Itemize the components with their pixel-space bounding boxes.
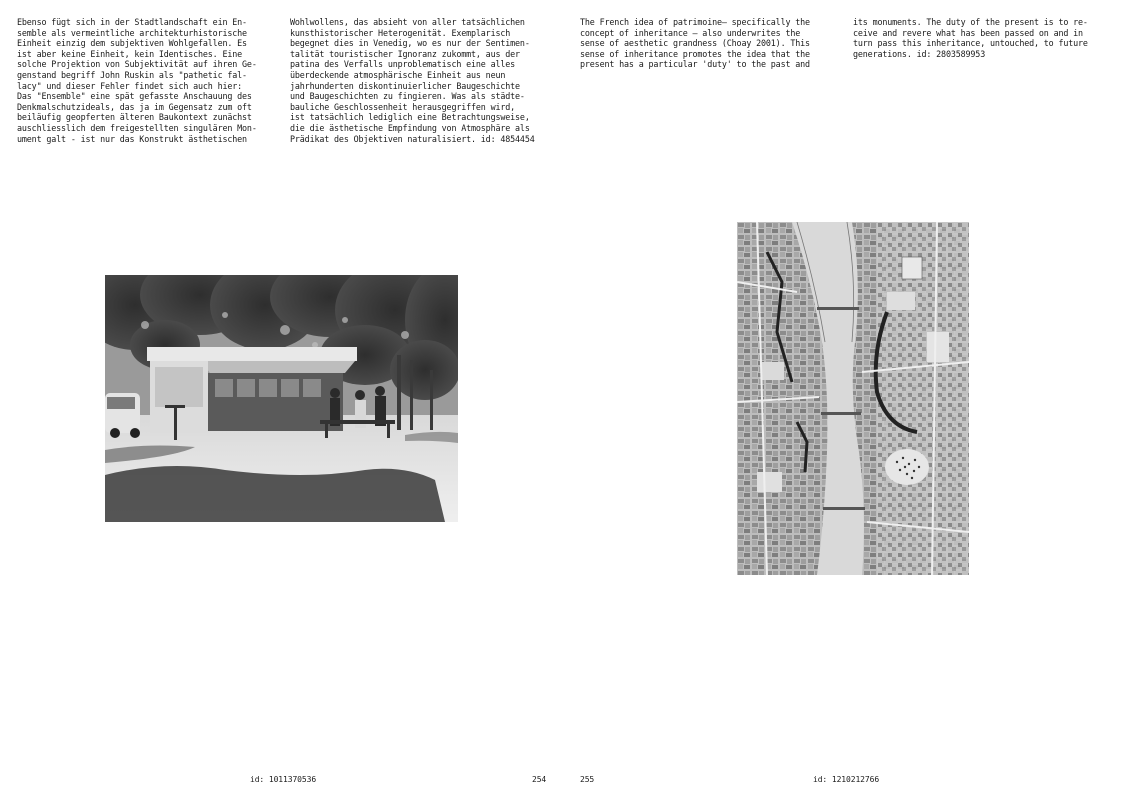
kiosk-photo [105,275,458,522]
right-page-text-column-2: its monuments. The duty of the present is to re- ceive and revere what has been passed on and in turn pass this inheritance, untouched, to future generations. id: 2803589953 [853,17,1088,59]
left-page-text-column-2: Wohlwollens, das absieht von aller tatsächlichen kunsthistorischer Heterogenität. Exemplarisch begegnet dies in Venedig, wo es nur der Sentimen- talität touristischer Ignoranz zukommt, aus der patina des Verfalls unproblematisch eine alles überdeckende atmosphärische Einheit aus neun jahrhunderten diskontinuierlicher Baugeschichte und Baugeschichten zu fingieren. Was als städte- bauliche Geschlossenheit herausgegriffen wird, ist tatsächlich lediglich eine Betrachtungsweise, die die ästhetische Empfindung von Atmosphäre als Prädikat des Objektiven naturalisiert. id: 4854454 [290,17,535,144]
left-page [0,0,563,797]
right-page-text-column-1: The French idea of patrimoine— specifically the concept of inheritance – also underwrites the sense of aesthetic grandness (Choay 2001). This sense of inheritance promotes the idea that the present has a particular 'duty' to the past and [580,17,810,70]
right-page-footer-id: id: 1210212766 [813,775,880,784]
left-page-number: 254 [532,775,547,784]
city-map-image [737,222,969,575]
left-page-text-column-1: Ebenso fügt sich in der Stadtlandschaft ein En- semble als vermeintliche architekturhistorische Einheit einzig dem subjektiven Wohlgefallen. Es ist aber keine Einheit, kein Identisches. Eine solche Projektion von Subjektivität auf ihren Ge- genstand begriff John Ruskin als "pathetic fal- lacy" und dieser Fehler findet sich auch hier: Das "Ensemble" eine spät gefasste Anschauung des Denkmalschutzideals, das ja im Gegensatz zum oft beiläufig geopferten älteren Baukontext zunächst auschliesslich dem freigestellten singulären Mon- ument galt - ist nur das Konstrukt ästhetischen [17,17,257,144]
left-page-footer-id: id: 1011370536 [250,775,317,784]
right-page [564,0,1127,797]
right-page-number: 255 [580,775,595,784]
